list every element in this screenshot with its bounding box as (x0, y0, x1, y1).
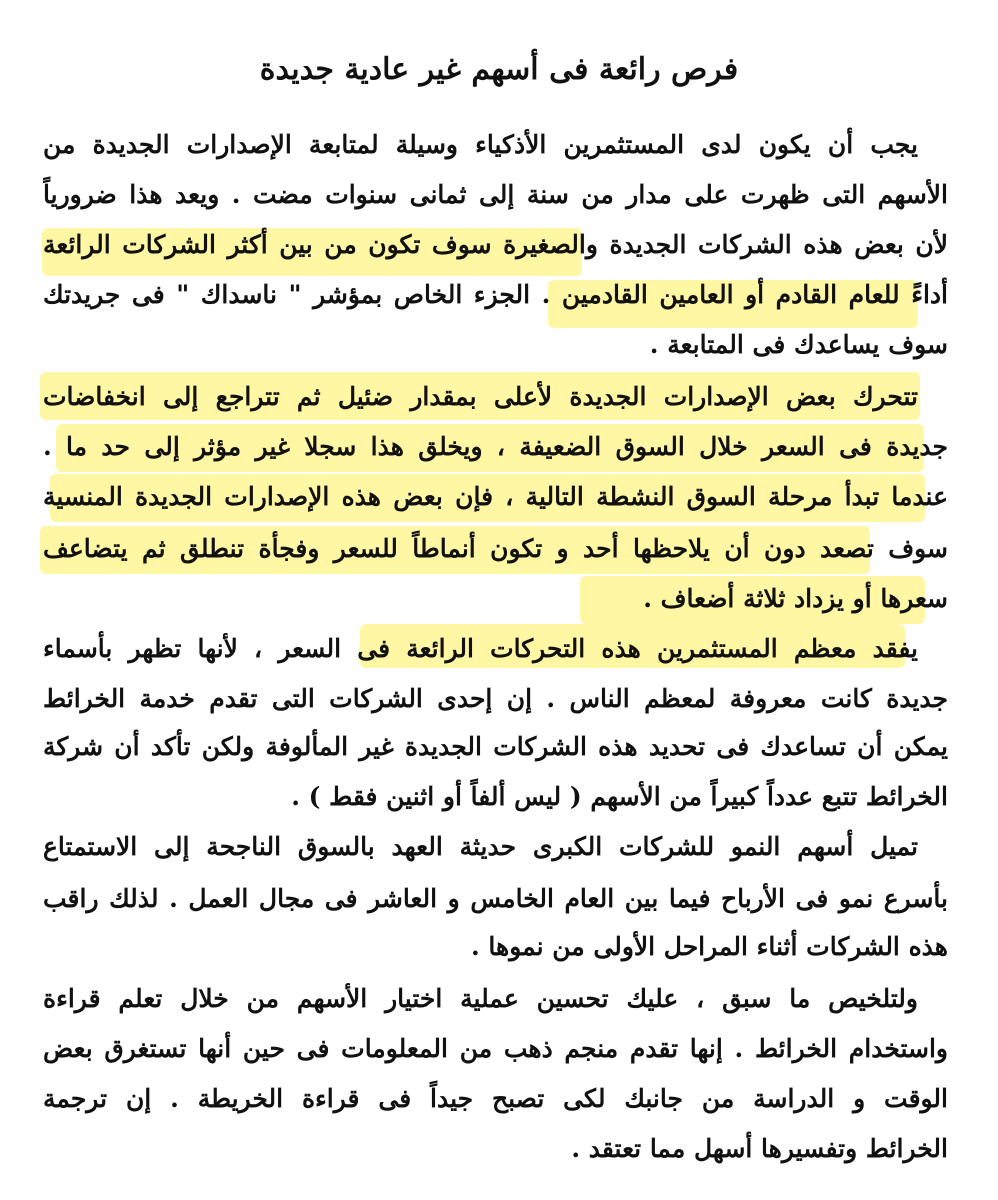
paragraph-line: جديدة كانت معروفة لمعظم الناس . إن إحدى الشركات التى تقدم خدمة الخرائط (43, 684, 948, 713)
paragraph-line: جديدة فى السعر خلال السوق الضعيفة ، ويخلق هذا سجلا غير مؤثر إلى حد ما . (43, 432, 948, 461)
paragraph-line: ولتلخيص ما سبق ، عليك تحسين عملية اختيار الأسهم من خلال تعلم قراءة (43, 984, 918, 1013)
paragraph-line: يمكن أن تساعدك فى تحديد هذه الشركات الجديدة غير المألوفة ولكن تأكد أن شركة (43, 732, 948, 761)
paragraph-line: يفقد معظم المستثمرين هذه التحركات الرائعة فى السعر ، لأنها تظهر بأسماء (43, 634, 918, 663)
paragraph-line: الأسهم التى ظهرت على مدار من سنة إلى ثمانى سنوات مضت . ويعد هذا ضرورياً (43, 180, 948, 209)
paragraph-line: لأن بعض هذه الشركات الجديدة والصغيرة سوف تكون من بين أكثر الشركات الرائعة (43, 230, 948, 259)
paragraph-line: واستخدام الخرائط . إنها تقدم منجم ذهب من المعلومات فى حين أنها تستغرق بعض (43, 1034, 948, 1063)
paragraph-line: سوف يساعدك فى المتابعة . (649, 330, 948, 359)
paragraph-line: هذه الشركات أثناء المراحل الأولى من نموها . (471, 932, 948, 961)
paragraph-line: الخرائط وتفسيرها أسهل مما تعتقد . (571, 1134, 948, 1163)
paragraph-line: تميل أسهم النمو للشركات الكبرى حديثة العهد بالسوق الناجحة إلى الاستمتاع (43, 832, 918, 861)
paragraph-line: الخرائط تتبع عدداً كبيراً من الأسهم ( ليس ألفاً أو اثنين فقط ) . (291, 782, 948, 811)
page-title: فرص رائعة فى أسهم غير عادية جديدة (259, 52, 739, 87)
paragraph-line: بأسرع نمو فى الأرباح فيما بين العام الخامس و العاشر فى مجال العمل . لذلك راقب (43, 884, 948, 913)
paragraph-line: أداءً للعام القادم أو العامين القادمين . الجزء الخاص بمؤشر " ناسداك " فى جريدتك (43, 280, 948, 309)
paragraph-line: سعرها أو يزداد ثلاثة أضعاف . (643, 584, 948, 613)
paragraph-line: تتحرك بعض الإصدارات الجديدة لأعلى بمقدار ضئيل ثم تتراجع إلى انخفاضات (43, 382, 918, 411)
paragraph-line: عندما تبدأ مرحلة السوق النشطة التالية ، فإن بعض هذه الإصدارات الجديدة المنسية (43, 482, 948, 511)
paragraph-line: سوف تصعد دون أن يلاحظها أحد و تكون أنماطاً للسعر وفجأة تنطلق ثم يتضاعف (43, 534, 948, 563)
paragraph-line: يجب أن يكون لدى المستثمرين الأذكياء وسيلة لمتابعة الإصدارات الجديدة من (43, 130, 918, 159)
paragraph-line: الوقت و الدراسة من جانبك لكى تصبح جيداً فى قراءة الخريطة . إن ترجمة (43, 1084, 948, 1113)
